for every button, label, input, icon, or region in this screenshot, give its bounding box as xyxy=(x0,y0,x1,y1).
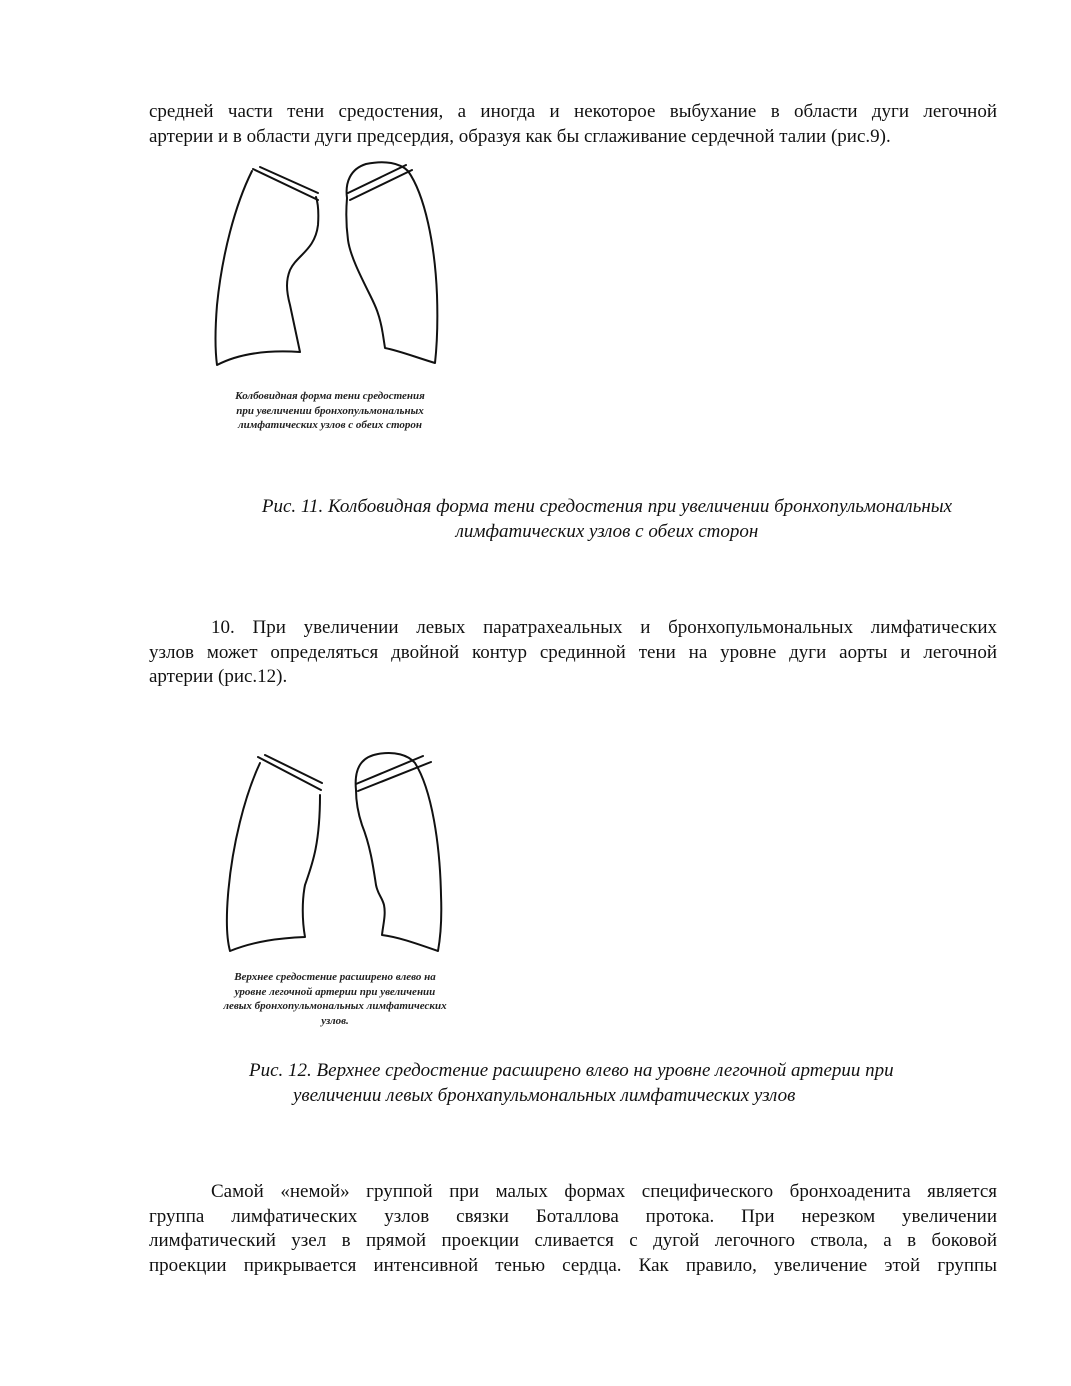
text-line: средней части тени средостения, а иногда и некоторое выбухание в области дуги легочной xyxy=(149,101,997,122)
left-apex-line xyxy=(260,167,318,193)
left-lung-outline xyxy=(216,171,319,365)
left-lung-outline xyxy=(227,763,320,951)
text-line: артерии и в области дуги предсердия, образуя как бы сглаживание сердечной талии (рис.9). xyxy=(149,125,891,147)
figure-12-caption xyxy=(149,1058,1065,1108)
figure-12-lungs-svg xyxy=(210,745,460,965)
figure-label-line: лимфатических узлов с обеих сторон xyxy=(237,419,423,431)
text-line: Самой «немой» группой при малых формах специфического бронхоаденита является xyxy=(211,1181,997,1202)
figure-label-line: узлов. xyxy=(321,1014,349,1027)
left-apex-line xyxy=(253,169,318,200)
paragraph-10 xyxy=(149,616,997,690)
paragraph-bottom xyxy=(149,1180,997,1278)
left-apex-line xyxy=(265,755,322,783)
caption-line: Рис. 11. Колбовидная форма тени средостения при увеличении бронхопульмональных xyxy=(261,496,953,517)
text-line: 10. При увеличении левых паратрахеальных и бронхопульмональных лимфатических xyxy=(211,617,997,638)
figure-11-label xyxy=(200,389,460,433)
text-line: группа лимфатических узлов связки Боталлова протока. При нерезком увеличении xyxy=(149,1205,997,1227)
figure-label-line: при увеличении бронхопульмональных xyxy=(236,404,424,417)
right-lung-outline xyxy=(346,162,437,363)
right-apex-line xyxy=(350,170,412,200)
text-line: узлов может определяться двойной контур срединной тени на уровне дуги аорты и легочной xyxy=(149,641,997,663)
figure-label-line: Колбовидная форма тени средостения xyxy=(235,390,425,402)
text-line: лимфатический узел в прямой проекции сливается с дугой легочного ствола, а в боковой xyxy=(149,1230,997,1251)
caption-line: лимфатических узлов с обеих сторон xyxy=(455,521,759,542)
right-apex-line xyxy=(358,762,431,791)
figure-12-label xyxy=(205,970,465,1028)
text-line: артерии (рис.12). xyxy=(149,666,288,687)
figure-label-line: уровне легочной артерии при увеличении xyxy=(234,985,436,998)
left-apex-line xyxy=(258,757,321,790)
paragraph-top xyxy=(149,100,997,149)
text-line: проекции прикрывается интенсивной тенью сердца. Как правило, увеличение этой группы xyxy=(149,1254,997,1276)
figure-label-line: левых бронхопульмональных лимфатических xyxy=(223,1000,447,1012)
right-lung-outline xyxy=(356,753,442,951)
figure-11-lungs-svg xyxy=(200,155,460,370)
figure-11-caption xyxy=(149,494,1065,544)
caption-line: увеличении левых бронхапульмональных лимфатических узлов xyxy=(293,1085,796,1106)
caption-line: Рис. 12. Верхнее средостение расширено влево на уровне легочной артерии при xyxy=(249,1060,894,1081)
figure-12-drawing xyxy=(210,745,460,965)
figure-11-drawing xyxy=(200,155,460,370)
figure-label-line: Верхнее средостение расширено влево на xyxy=(234,971,436,983)
